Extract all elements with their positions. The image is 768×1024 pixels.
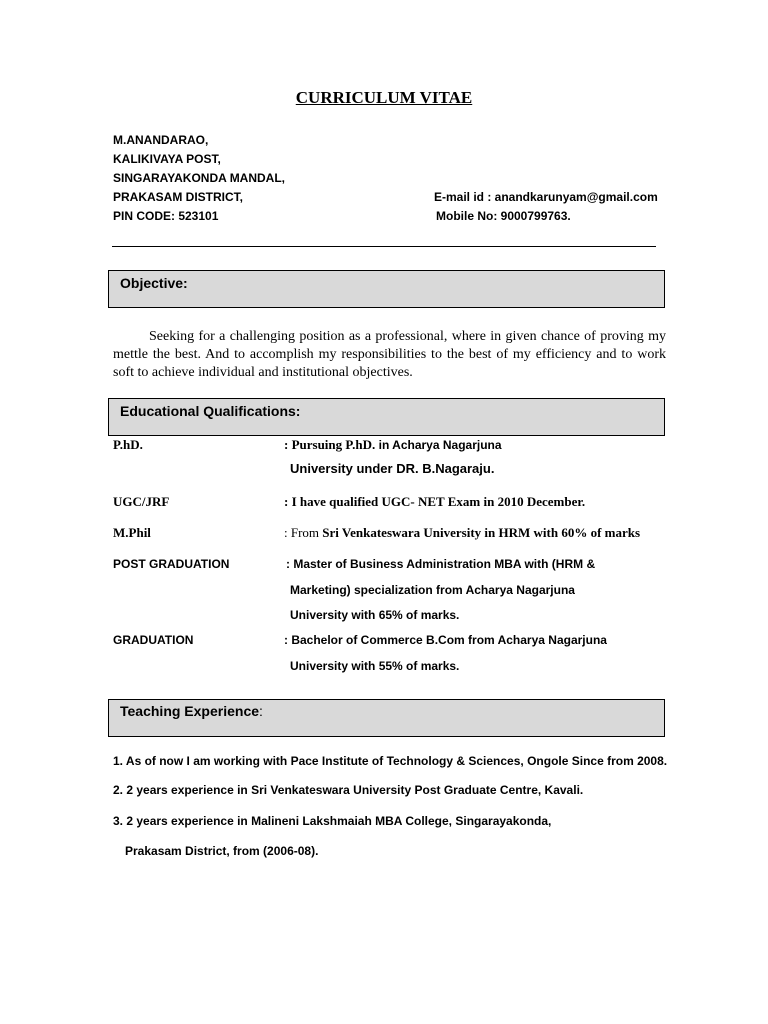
phd-value-cont: University under DR. B.Nagaraju. xyxy=(290,461,495,476)
pg-line2: Marketing) specialization from Acharya Nagarjuna xyxy=(290,583,575,597)
mphil-value xyxy=(284,525,640,541)
cv-title: CURRICULUM VITAE xyxy=(295,88,473,107)
phd-value-suffix: in Acharya Nagarjuna xyxy=(375,438,502,452)
ugc-label: UGC/JRF xyxy=(113,494,170,509)
address-line-post: KALIKIVAYA POST, xyxy=(113,152,221,166)
mobile-contact: Mobile No: 9000799763. xyxy=(436,209,571,223)
teaching-heading-colon: : xyxy=(259,703,263,719)
experience-item-3: 3. 2 years experience in Malineni Lakshmaiah MBA College, Singarayakonda, xyxy=(113,814,552,828)
experience-item-1: 1. As of now I am working with Pace Institute of Technology & Sciences, Ongole Since from 2008. xyxy=(113,754,668,768)
education-section-header xyxy=(108,398,665,436)
phd-value-prefix: : Pursuing P.hD. xyxy=(284,437,376,452)
teaching-heading-text: Teaching Experience xyxy=(120,703,260,719)
objective-heading: Objective: xyxy=(120,275,188,291)
objective-section-header xyxy=(108,270,665,308)
education-heading: Educational Qualifications: xyxy=(120,403,301,419)
grad-label: GRADUATION xyxy=(113,633,194,647)
grad-line1: : Bachelor of Commerce B.Com from Acharya Nagarjuna xyxy=(284,633,607,647)
applicant-name: M.ANANDARAO, xyxy=(113,133,209,147)
mphil-value-prefix: : From xyxy=(284,525,323,540)
ugc-value: : I have qualified UGC- NET Exam in 2010 December. xyxy=(284,494,586,509)
objective-text: Seeking for a challenging position as a professional, where in given chance of proving my mettle the best. And to accomplish my responsibilities to the best of my efficiency and to work soft to achieve individual and institutional objectives. xyxy=(113,329,666,380)
experience-item-3-cont: Prakasam District, from (2006-08). xyxy=(125,844,319,858)
mphil-value-suffix: Sri Venkateswara University in HRM with 60% of marks xyxy=(322,525,641,540)
teaching-section-header xyxy=(108,699,665,737)
grad-line2: University with 55% of marks. xyxy=(290,659,460,673)
address-line-district: PRAKASAM DISTRICT, xyxy=(113,190,244,204)
phd-value xyxy=(284,437,502,453)
pg-line3: University with 65% of marks. xyxy=(290,608,460,622)
header-divider xyxy=(112,246,656,247)
address-pin-code: PIN CODE: 523101 xyxy=(113,209,219,223)
address-line-mandal: SINGARAYAKONDA MANDAL, xyxy=(113,171,286,185)
pg-label: POST GRADUATION xyxy=(113,557,230,571)
teaching-heading xyxy=(120,703,263,719)
pg-line1: : Master of Business Administration MBA with (HRM & xyxy=(286,557,596,571)
phd-label: P.hD. xyxy=(113,437,143,452)
mphil-label: M.Phil xyxy=(113,525,151,540)
experience-item-2: 2. 2 years experience in Sri Venkateswara University Post Graduate Centre, Kavali. xyxy=(113,783,584,797)
email-contact: E-mail id : anandkarunyam@gmail.com xyxy=(434,190,658,204)
